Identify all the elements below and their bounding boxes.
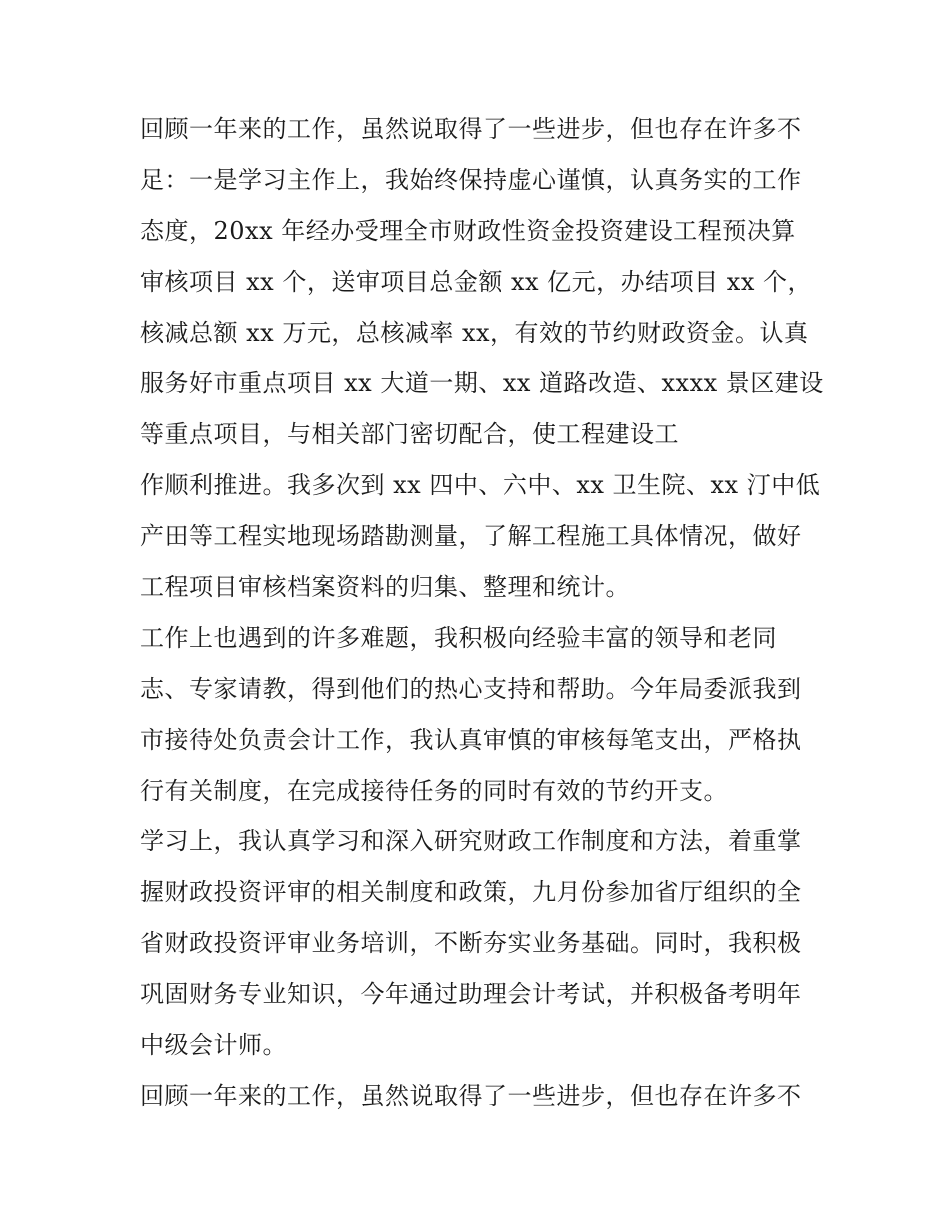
text-line: 志、专家请教，得到他们的热心支持和帮助。今年局委派我到 [140,674,802,703]
text-line: 等重点项目，与相关部门密切配合，使工程建设工 [140,420,679,449]
text-line: 工作上也遇到的许多难题，我积极向经验丰富的领导和老同 [140,623,777,652]
text-line: 审核项目 xx 个，送审项目总金额 xx 亿元，办结项目 xx 个， [140,267,812,296]
text-line: 巩固财务专业知识，今年通过助理会计考试，并积极备考明年 [140,980,802,1009]
text-line: 态度，20xx 年经办受理全市财政性资金投资建设工程预决算 [140,216,796,245]
text-line: 回顾一年来的工作，虽然说取得了一些进步，但也存在许多不 [140,1081,802,1110]
text-line: 回顾一年来的工作，虽然说取得了一些进步，但也存在许多不 [140,115,802,143]
text-line: 足：一是学习主作上，我始终保持虚心谨慎，认真务实的工作 [140,165,802,194]
text-line: 省财政投资评审业务培训，不断夯实业务基础。同时，我积极 [140,929,802,958]
text-line: 学习上，我认真学习和深入研究财政工作制度和方法，着重掌 [140,827,802,856]
text-line: 中级会计师。 [140,1031,287,1060]
text-line: 市接待处负责会计工作，我认真审慎的审核每笔支出，严格执 [140,725,802,754]
document-body [140,104,830,1122]
text-line: 服务好市重点项目 xx 大道一期、xx 道路改造、xxxx 景区建设 [140,369,824,398]
text-line: 工程项目审核档案资料的归集、整理和统计。 [140,573,630,602]
text-line: 作顺利推进。我多次到 xx 四中、六中、xx 卫生院、xx 汀中低 [140,471,821,500]
text-line: 产田等工程实地现场踏勘测量，了解工程施工具体情况，做好 [140,522,802,551]
text-line: 行有关制度，在完成接待任务的同时有效的节约开支。 [140,776,728,805]
text-line: 握财政投资评审的相关制度和政策，九月份参加省厅组织的全 [140,878,802,907]
text-line: 核减总额 xx 万元，总核减率 xx，有效的节约财政资金。认真 [140,318,809,347]
